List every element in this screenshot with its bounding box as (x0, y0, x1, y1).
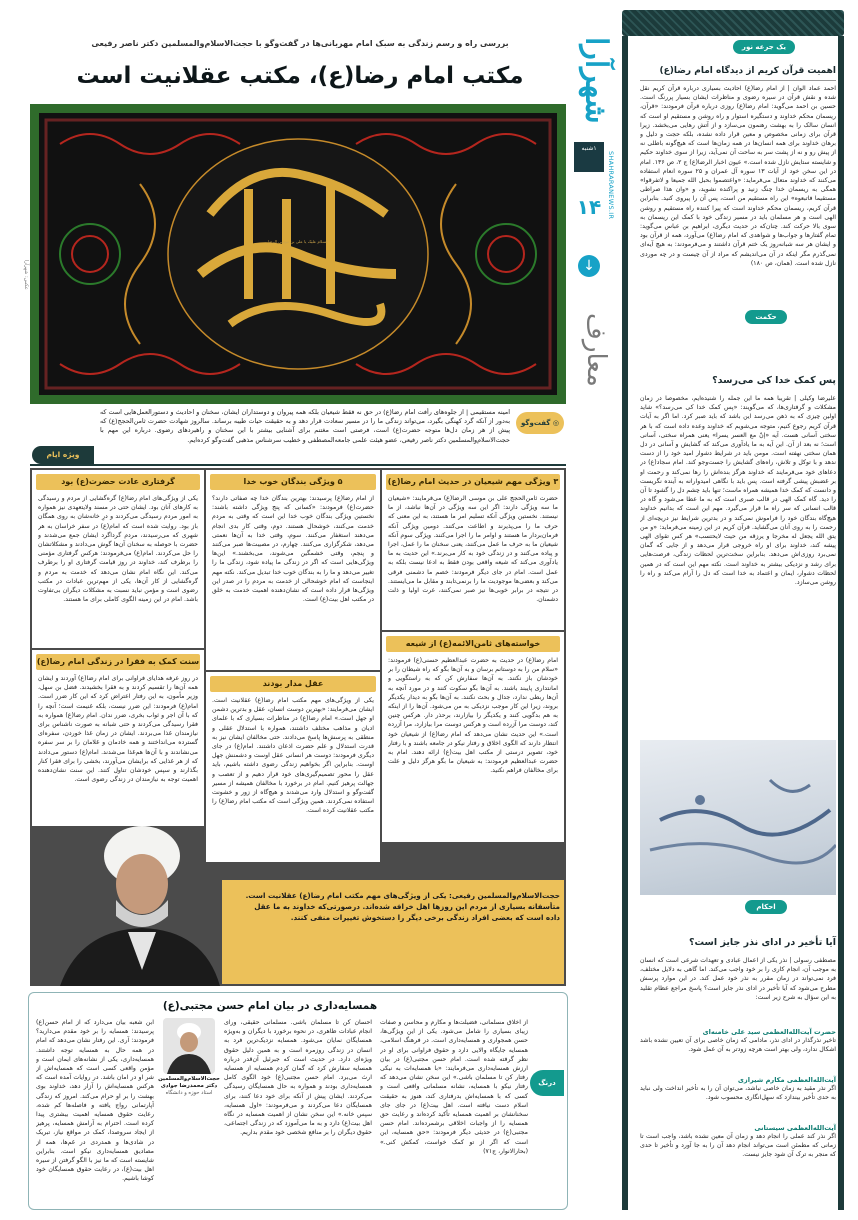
ruling-text: اگر نذر کند عملی را انجام دهد و زمان آن معین نشده باشد، واجب است تا زمانی که مطمئن است می‌تواند انجام دهد آن را به جا آورد و تأخیر تا حدی که منجر به ترک آن شود جایز نیست. (640, 1133, 836, 1159)
section-body: حضرت ثامن‌الحجج علی بن موسی الرضا(ع) می‌فرمایند: «شیعیان ما سه ویژگی دارند: اگر این سه ویژگی در آن‌ها نباشد، از ما نیستند. نخستین ویژگی آنکه تسلیم امر ما هستند، به این معنی که حرف ما را می‌پذیرند و اطاعت می‌کنند. دومین ویژگی آنکه فرمان‌بردار ما هستند و اوامر ما را اجرا می‌کنند. ویژگی سوم آنکه شیعیان ما به حرف ما عمل می‌کنند، یعنی سخنان ما را عمل، اجرا و پیاده می‌کنند و در زندگی خود به کار می‌برند.» این حدیث به ما یادآوری می‌کند که شیعه واقعی بودن فقط به ادعا نیست بلکه به عمل است. امام در جای دیگر فرمودند: خصم ما دشمنی فرقی می‌کند و بعضی‌ها موجودیت ما را برنمی‌تابند و مقابل ما می‌ایستند. در نتیجه در برابر خوبی‌ها نیز صبر نمی‌کنند، عرت اولیا و ذلت دشمنان. (388, 495, 558, 604)
section-card-6 (32, 650, 204, 826)
bottom-col-3: ابن شعبه بیان می‌دارد که از امام حسن(ع) پرسیدند: همسایه را بر خود مقدم می‌دارید؟ فرمودند: آری. این رفتار نشان می‌دهد که امام در همه حال به همسایه توجه داشتند. همسایه‌داری، یکی از نشانه‌های ایمان است و مؤمن واقعی کسی است که همسایه‌اش از شر او در امان باشد. در روایات آمده است که هرکس همسایه‌اش را آزار دهد، خداوند بوی بهشت را بر او حرام می‌کند. امروز که زندگی آپارتمانی رواج یافته و فاصله‌ها کم شده، رعایت حقوق همسایه اهمیت بیشتری پیدا کرده است. احترام به آرامش همسایه، پرهیز از ایجاد سروصدا، کمک در مواقع نیاز، تبریک در شادی‌ها و همدردی در غم‌ها، همه از مصادیق همسایه‌داری نیکو است. بنابراین شایسته است که ما نیز با الگو گرفتن از سیره اهل بیت(ع)، در رعایت حقوق همسایگان خود کوشا باشیم. (36, 1019, 154, 1183)
bottom-col-2: احسان کن تا مسلمان باشی. مسلمانی حقیقی، ورای انجام عبادات ظاهری، در نحوه برخورد با دیگران و به‌ویژه همسایگان نمایان می‌شود. همسایه نزدیک‌ترین فرد به انسان در زندگی روزمره است و به همین دلیل حقوق ویژه‌ای دارد. در حدیث است که جبرئیل آن‌قدر درباره همسایه سفارش کرد که گمان کردم همسایه از همسایه ارث می‌برد. امام حسن مجتبی(ع) خود الگوی کامل همسایه‌داری بودند و همواره به حال همسایگان رسیدگی می‌کردند. ایشان پیش از آنکه برای خود دعا کنند، برای همسایگان دعا می‌کردند و می‌فرمودند: «اول همسایه، سپس خانه.» این سخن نشان از اهمیت همسایه در نگاه اهل بیت(ع) دارد و به ما می‌آموزد که در زندگی اجتماعی، حقوق دیگران را بر منافع شخصی خود مقدم بداریم. (224, 1019, 372, 1137)
ruling-authority: آیت‌الله‌العظمی مکارم شیرازی (737, 1076, 836, 1084)
feature-headline: مکتب امام رضا(ع)، مکتب عقلانیت است (76, 63, 524, 89)
interview-icon: ◎ (550, 419, 559, 427)
section-heading: ۳ ویژگی مهم شیعیان در حدیث امام رضا(ع) (386, 474, 560, 490)
section-heading: گرفتاری عادت حضرت(ع) بود (36, 474, 200, 490)
bottom-col-1: از اخلاق مسلمانی، فضیلت‌ها و مکارم و محاسن و صفات زیبای بسیاری را شامل می‌شود. یکی از این ویژگی‌ها، حسن همجواری و همسایه‌داری است. در فرهنگ اسلامی، همسایه جایگاه والایی دارد و حقوق فراوانی برای او در نظر گرفته شده است. امام حسن مجتبی(ع) در بیان ارزش همسایه‌داری می‌فرمایند: «با همسایه‌ات به نیکی رفتار کن تا مسلمان باشی.» این سخن نشان می‌دهد که رفتار نیکو با همسایه، نشانه مسلمانی واقعی است و کسی که با همسایه‌اش بدرفتاری کند، هنوز به حقیقت اسلام دست نیافته است. اهل بیت(ع) در جای جای سخنانشان بر اهمیت همسایه تأکید کرده‌اند و رعایت حق همسایه را از واجبات اخلاقی برشمرده‌اند. امام حسن مجتبی(ع) در حدیثی دیگر فرمودند: «حق همسایه، این است که اگر از تو کمک خواست، کمکش کنی.» (بحارالانوار، ج۷۱) (380, 1019, 528, 1155)
cleric-portrait (50, 820, 220, 986)
section-heading: خواسته‌های ثامن‌الائمه(ع) از شیعه (386, 636, 560, 652)
masthead-strip (570, 10, 620, 1210)
interview-tag: ◎ گفت‌وگو (516, 412, 564, 434)
box2-body: علیرضا وکیلی | تقریبا همه ما این جمله را شنیده‌ایم، مخصوصا در زمان مشکلات و گرفتاری‌ها، که می‌گویند: «پس کمک خدا کی می‌رسد؟» شاید اولین چیزی که به ذهن می‌رسد این باشد که باید صبر کرد. اما اگر به آیات قرآن کریم رجوع کنیم، متوجه می‌شویم که خداوند وعده داده است که با هر سختی آسانی هست. آیه «إنّ مع العسر یسرا» یعنی همراه سختی، آسانی است؛ نه بعد از آن. این آیه به ما یادآوری می‌کند که گشایش و آسانی در دل همان سختی نهفته است. مومن باید در شرایط دشوار امید خود را از دست ندهد و با توکل و تلاش، راه‌های گشایش را جست‌وجو کند. امام سجاد(ع) در دعاهای خود می‌فرمایند که خداوند هرگز بنده‌اش را رها نمی‌کند و رحمت او بر غضبش پیشی گرفته است. پس باید با نگاهی امیدوارانه به آینده نگریست و دانست که کمک خدا همیشه همراه ماست؛ تنها باید چشم دل را گشود تا آن را دید. گاه کمک الهی در قالب صبری است که به ما عطا می‌شود و گاه در قالب انسانی که سر راه ما قرار می‌گیرد. مهم این است که بدانیم خداوند هیچ‌گاه بندگان خود را فراموش نمی‌کند و در بدترین شرایط نیز دریچه‌ای از رحمت را به روی آنان می‌گشاید. قرآن کریم در این زمینه می‌فرماید: «و من یتق الله یجعل له مخرجا و یرزقه من حیث لایحتسب» هر کس تقوای الهی پیشه کند، خداوند برای او راه خروجی قرار می‌دهد و از جایی که گمان نمی‌برد روزی‌اش می‌دهد. بنابراین سخت‌ترین لحظات زندگی، فرصت‌هایی برای رشد و نزدیکی بیشتر به خداوند است. نکته مهم این است که در همین لحظات دشوار، ایمان و اعتماد به خدا است که دل را آرام می‌کند و راه را روشن می‌سازد. (640, 395, 836, 587)
bottom-title: همسایه‌داری در بیان امام حسن مجتبی(ع) (162, 1000, 378, 1012)
section-card-5 (206, 672, 380, 862)
feature-lead: امینه مستقیمی | از جلوه‌های رأفت امام رضا(ع) در حق نه فقط شیعیان بلکه همه پیروان و دوستداران ایشان، سخنان و احادیث و دستورالعمل‌هایی است که به‌دور از آنکه گرد کهنگی بگیرد، می‌تواند زندگی ما را در مسیر سعادت قرار دهد و به حقیقت حیات طیبه برساند. سالروز شهادت حضرت ثامن‌الحجج(ع) که پیش از هر زمان دل‌ها متوجه حضرت(ع) است، فرصتی است مغتنم برای آشنایی بیشتر با این سخنان و راهبردهای رضوی. درباره این مهم با حجت‌الاسلام‌والمسلمین دکتر ناصر رفیعی، عضو هیئت علمی جامعه‌المصطفی و خطیب سرشناس مذهبی گفت‌وگو کرده‌ایم. (100, 408, 510, 444)
author-name: حجت‌الاسلام‌والمسلمین دکتر محمدرضا جوادی (158, 1076, 220, 1089)
box3-title: آیا تأخیر در ادای نذر جایز است؟ (688, 937, 836, 948)
section-card-3 (32, 470, 204, 648)
right-column-ornament-top (622, 10, 844, 36)
box1-title: اهمیت قرآن کریم از دیدگاه امام رضا(ع) (640, 64, 836, 81)
special-badge: ویژه ایام (32, 446, 94, 464)
author-photo (163, 1018, 215, 1074)
section-body: یکی از ویژگی‌های امام رضا(ع) گره‌گشایی از مردم و رسیدگی به کارهای آنان بود. ایشان حتی در مسند ولایتعهدی نیز همواره به امور مردم رسیدگی می‌کردند و درِ خانه‌شان به روی همگان باز بود. روایت شده است که امام(ع) در سفر خراسان به هر شهری که می‌رسیدند، مردم گرداگرد ایشان جمع می‌شدند و حضرت با حوصله به سخنان آن‌ها گوش می‌دادند و مشکلاتشان را حل می‌کردند. امام(ع) می‌فرمودند: هرکس گرفتاری مؤمنی را برطرف کند، خداوند در روز قیامت گرفتاری او را برطرف می‌کند. این نگاه امام نشان می‌دهد که خدمت به مردم و گره‌گشایی از کار آن‌ها، یکی از مهم‌ترین عبادات در مکتب رضوی است و مؤمن نباید نسبت به مشکلات دیگران بی‌تفاوت باشد. امام در این زمینه الگوی کاملی برای ما هستند. (38, 495, 198, 604)
issue-info: ۱شنبه (574, 142, 604, 172)
ruling-item (640, 1076, 836, 1121)
ruling-authority: آیت‌الله‌العظمی سیستانی (754, 1124, 836, 1132)
section-heading: ۵ ویژگی بندگان خوب خدا (210, 474, 376, 490)
ruling-list (640, 1028, 836, 1187)
section-body: از امام رضا(ع) پرسیدند: بهترین بندگان خدا چه صفاتی دارند؟ حضرت(ع) فرمودند: «کسانی که پنج ویژگی داشته باشند: نخستین ویژگی بندگان خوب خدا این است که وقتی به مردم خدمت می‌کنند، خوشحال هستند. دوم، وقتی کار بدی انجام می‌دهند استغفار می‌کنند. سوم، وقتی خدا به آن‌ها نعمتی می‌دهد، شکرگزاری می‌کنند. چهارم، در مصیبت‌ها صبر می‌کنند و پنجم، وقتی خشمگین می‌شوند، می‌بخشند.» این‌ها ویژگی‌هایی است که اگر در زندگی ما پیاده شود، زندگی ما را تغییر می‌دهد و ما را به بندگان خوب خدا تبدیل می‌کند. نکته مهم اینجاست که امام خوشحالی از خدمت به مردم را در صدر این ویژگی‌ها قرار داده است که نشان‌دهنده اهمیت خدمت به خلق در مکتب اهل بیت(ع) است. (212, 495, 374, 604)
ruling-item (640, 1028, 836, 1073)
author-role: استاد حوزه و دانشگاه (165, 1090, 213, 1096)
black-banner-image (30, 104, 566, 404)
section-name: معارف (581, 313, 611, 387)
bottom-tag: درنگ (530, 1070, 564, 1096)
section-body: امام رضا(ع) در حدیث به حضرت عبدالعظیم حسنی(ع) فرمودند: «سلام من را به دوستانم برسان و به آن‌ها بگو که راه شیطان را بر خودشان باز نکنند. به آن‌ها سفارش کن که به راستگویی و امانتداری پایبند باشند. به آن‌ها بگو سکوت کنند و در مورد آنچه به آن‌ها ربطی ندارد، جدال و بحث نکنند. به آن‌ها بگو به دیدار یکدیگر بروند، زیرا این کار موجب نزدیکی به من می‌شود. آن‌ها را از اینکه به هم بدگویی کنند و یکدیگر را بیازارند، برحذر دار. هرکس چنین کند، دوست مرا آزرده است و هرکس دوست مرا بیازارد، مرا آزرده است.» این حدیث نشان می‌دهد که امام رضا(ع) از شیعیان خود انتظار دارند که الگوی اخلاق و رفتار نیکو در جامعه باشند و با رفتار خود، تصویر درستی از مکتب اهل بیت(ع) ارائه دهند. امام به حضرت عبدالعظیم فرمودند: به شیعیان ما بگو هرگز دلیل و علت برای مخالفان فراهم نکنید. (388, 657, 558, 775)
section-tag-ahkam: احکام (745, 900, 787, 914)
site-url: SHAHRARANEWS.IR (607, 150, 615, 220)
feature-kicker: بررسی راه و رسم زندگی به سبک امام مهربانی‌ها در گفت‌وگو با حجت‌الاسلام‌والمسلمین دکتر ناصر رفیعی (91, 39, 509, 48)
photo-caption: عکس: شهرآرا (23, 260, 29, 290)
arrow-down-icon[interactable]: ↓ (578, 255, 600, 277)
banner-text: السلام علیک یا علی بن موسی الرضا (267, 239, 329, 244)
section-tag-yek-jorhe-nour: یک جرعه نور (733, 40, 795, 54)
box1-body: احمد عماد الوان | از امام رضا(ع) احادیث بسیاری درباره قرآن کریم نقل شده و نقش قرآن در سیره رضوی و مناظرات ایشان بسیار پررنگ است. حسین بن احمد می‌گوید: امام رضا(ع) روزی درباره قرآن فرمودند: «قرآن، ریسمان محکم خداوند و دستگیره استوار و راه روشن و مستقیم او است که انسان سالک را به بهشت رهنمون می‌سازد و از آتش رهایی می‌بخشد. زیرا قرآن برای زمانی مخصوص و معین قرار داده نشده، بلکه حجت و دلیل و برهان خداوند برای همه انسان‌ها در همه زمان‌ها است که هیچ‌گونه باطلی نه از پیش رو و نه از پشت سر به ساحت آن نمی‌آید، زیرا از سوی خداوند حکیم و شایسته ستایش نازل شده است.» عیون اخبار الرضا(ع) ج ۲، ص ۱۳۶. امام در این سخن خود از آیات ۱۳ سوره آل عمران و ۲۵ سوره انعام استفاده می‌کنند که خداوند متعال می‌فرماید: «واعتصموا بحبل الله جمیعا و لاتفرقوا» همگی به ریسمان خدا چنگ زنید و پراکنده نشوید، و «وان هذا صراطی مستقیما فاتبعوه» این راه مستقیم من است، پس آن را پیروی کنید. بنابراین قرآن کریم، ریسمان محکم خداوند است که پیرا کننده راه مستقیم و روشن الهی است و هر مسلمان باید در مسیر زندگی خود با کمک این ریسمان به سوی بالا حرکت کند. چنان‌که در حدیث دیگری، ابراهیم بن عباس می‌گوید: تمام گفتارها و جواب‌ها و شواهدی که امام رضا(ع) می‌آورد، همه از قرآن بود و ایشان هر سه شبانه‌روز یک ختم قرآن داشتند و می‌فرمودند: به هیچ آیه‌ای نمی‌گذرم مگر اینکه در آن می‌اندیشم که مراد از آن چیست و در چه موردی نازل شده است. (همان، ص ۱۸۰) (640, 85, 836, 267)
section-card-4 (382, 632, 564, 842)
banner-art (30, 104, 566, 404)
ruling-text: اگر نذر مقید به زمان خاصی نباشد، می‌توان آن را به تأخیر انداخت ولی نباید به حدی تأخیر بیندازد که سهل‌انگاری محسوب شود. (640, 1085, 836, 1102)
quran-calligraphy-image (640, 740, 836, 895)
box3-intro: مصطفی رسولی | نذر یکی از اعمال عبادی و تعهدات شرعی است که انسان به موجب آن، انجام کاری را بر خود واجب می‌کند. اما گاهی به دلایل مختلف، فرد نمی‌تواند در زمان مقرر به نذر خود عمل کند. در این موارد پرسش مطرح می‌شود که آیا تأخیر در ادای نذر جایز است؟ پاسخ مراجع عظام تقلید به این سؤال به شرح زیر است: (640, 957, 836, 1001)
newspaper-logo: شهرآرا (578, 36, 614, 124)
pull-quote: حجت‌الاسلام‌والمسلمین رفیعی: یکی از ویژگی‌های مهم مکتب امام رضا(ع) عقلانیت است. متأسفانه بسیاری از مردم این روزها اهل خرافه شده‌اند. درصورتی‌که خداوند به ما عقل داده است که بعضی افراد زندگی برخی دیگر را دستخوش تغییرات منفی کنند. (245, 891, 560, 922)
ruling-text: تاخیر نذرگذار در ادای نذر، مادامی که زمان خاصی برای آن تعیین نشده باشد اشکال ندارد، ولی بهتر است هرچه زودتر به آن عمل شود. (640, 1037, 836, 1054)
section-heading: سنت کمک به فقرا در زندگی امام رضا(ع) (36, 654, 200, 670)
section-body: یکی از ویژگی‌های مهم مکتب امام رضا(ع) عقلانیت است. ایشان می‌فرمایند: «بهترین دوست انسان، عقل و بدترین دشمن او جهل است.» امام رضا(ع) در مناظرات بسیاری که با علمای ادیان و مذاهب مختلف داشتند، همواره با استدلال عقلی و منطقی به پرسش‌ها پاسخ می‌دادند. حتی مخالفان ایشان نیز به قدرت استدلال و علم حضرت اذعان داشتند. امام(ع) در جای دیگری فرمودند: دوست هر انسانی عقل اوست و دشمنش جهل اوست. بنابراین اگر بخواهیم زندگی رضوی داشته باشیم، باید عقل را محور تصمیم‌گیری‌های خود قرار دهیم و از تعصب و جهالت پرهیز کنیم. امام در برخورد با مخالفان همیشه از مسیر گفت‌وگو و استدلال وارد می‌شدند و هیچ‌گاه از زور و خشونت استفاده نمی‌کردند. همین ویژگی است که مکتب امام رضا(ع) را مکتب عقلانیت کرده است. (212, 697, 374, 815)
ruling-item (640, 1124, 836, 1187)
author-block (158, 1018, 220, 1128)
box2-title: پس کمک خدا کی می‌رسد؟ (712, 375, 836, 386)
ruling-authority: حضرت آیت‌الله‌العظمی سید علی خامنه‌ای (702, 1028, 836, 1036)
page-number: ۱۴ (576, 195, 602, 219)
section-heading: عقل مدار بودند (210, 676, 376, 692)
section-body: در روز عرفه هدایای فراوانی برای امام رضا(ع) آوردند و ایشان همه آن‌ها را تقسیم کردند و به فقرا بخشیدند. فضل بن سهل، وزیر مأمون، به این رفتار اعتراض کرد که این کار ضرر است. امام(ع) فرمودند: این ضرر نیست، بلکه غنیمت است؛ آنچه را که با آن اجر و ثواب بخری، ضرر ندان. امام رضا(ع) همواره به فقرا رسیدگی می‌کردند و حتی شبانه به صورت ناشناس برای نیازمندان غذا می‌بردند. ایشان در زمان غذا خوردن، سفره‌ای گسترده می‌انداختند و همه خادمان و غلامان را بر سر سفره می‌نشاندند و با آن‌ها هم‌غذا می‌شدند. امام(ع) دستور می‌دادند که از هر غذایی که برایشان می‌آورند، بخشی را برای فقرا کنار بگذارند و سپس خودشان تناول کنند. این سنت نشان‌دهنده اهمیت توجه به نیازمندان در زندگی رضوی است. (38, 675, 198, 784)
section-tag-hekmat: حکمت (745, 310, 787, 324)
section-card-2 (206, 470, 380, 670)
section-card-1 (382, 470, 564, 630)
